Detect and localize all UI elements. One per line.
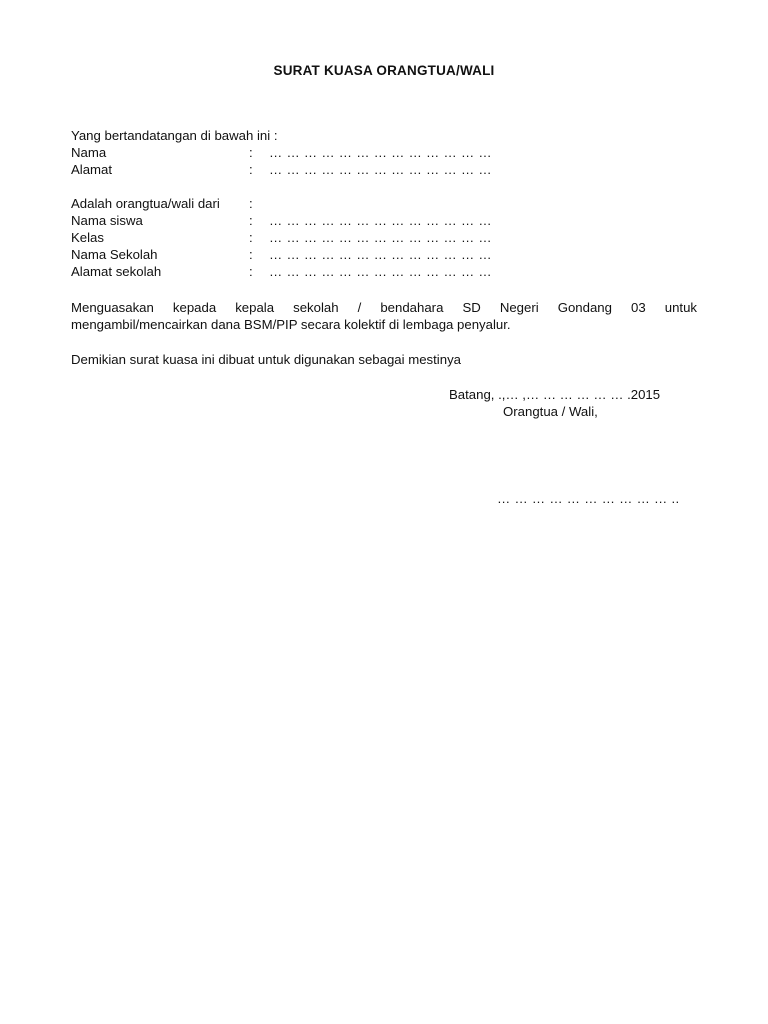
place-date: Batang, .,… ,… … … … … … .2015 — [449, 387, 661, 402]
field-blank: … … … … … … … … … … … … … — [269, 247, 492, 262]
child-identity-section — [71, 195, 697, 280]
closing-paragraph: Demikian surat kuasa ini dibuat untuk digunakan sebagai mestinya — [71, 352, 461, 367]
field-label: Alamat sekolah — [71, 264, 162, 279]
field-colon: : — [249, 247, 253, 262]
authorization-paragraph — [71, 299, 697, 333]
field-blank: … … … … … … … … … … … … … — [269, 264, 492, 279]
document-title: SURAT KUASA ORANGTUA/WALI — [273, 63, 495, 78]
field-row-alamat — [71, 161, 697, 178]
field-blank: … … … … … … … … … … … … … — [269, 145, 492, 160]
field-colon: : — [249, 145, 253, 160]
child-heading: Adalah orangtua/wali dari — [71, 196, 220, 211]
field-row-nama-siswa — [71, 212, 697, 229]
field-colon: : — [249, 230, 253, 245]
field-row-kelas — [71, 229, 697, 246]
field-row-alamat-sekolah — [71, 263, 697, 280]
field-colon: : — [249, 213, 253, 228]
signatory-role: Orangtua / Wali, — [503, 404, 598, 419]
field-colon: : — [249, 264, 253, 279]
parent-identity-section — [71, 127, 697, 178]
child-heading-row — [71, 195, 697, 212]
signature-name-blank: … … … … … … … … … … .. — [497, 491, 680, 506]
child-heading-colon: : — [249, 196, 253, 211]
field-label: Alamat — [71, 162, 113, 177]
field-label: Nama siswa — [71, 213, 143, 228]
intro-heading: Yang bertandatangan di bawah ini : — [71, 128, 278, 143]
field-label: Nama — [71, 145, 107, 160]
field-label: Nama Sekolah — [71, 247, 158, 262]
field-row-nama — [71, 144, 697, 161]
field-blank: … … … … … … … … … … … … … — [269, 162, 492, 177]
field-blank: … … … … … … … … … … … … … — [269, 230, 492, 245]
authorization-line-1: Menguasakan kepada kepala sekolah / bendahara SD Negeri Gondang 03 untuk — [71, 300, 697, 315]
field-row-nama-sekolah — [71, 246, 697, 263]
field-colon: : — [249, 162, 253, 177]
field-blank: … … … … … … … … … … … … … — [269, 213, 492, 228]
intro-heading-row — [71, 127, 697, 144]
field-label: Kelas — [71, 230, 104, 245]
authorization-line-2: mengambil/mencairkan dana BSM/PIP secara kolektif di lembaga penyalur. — [71, 317, 511, 332]
